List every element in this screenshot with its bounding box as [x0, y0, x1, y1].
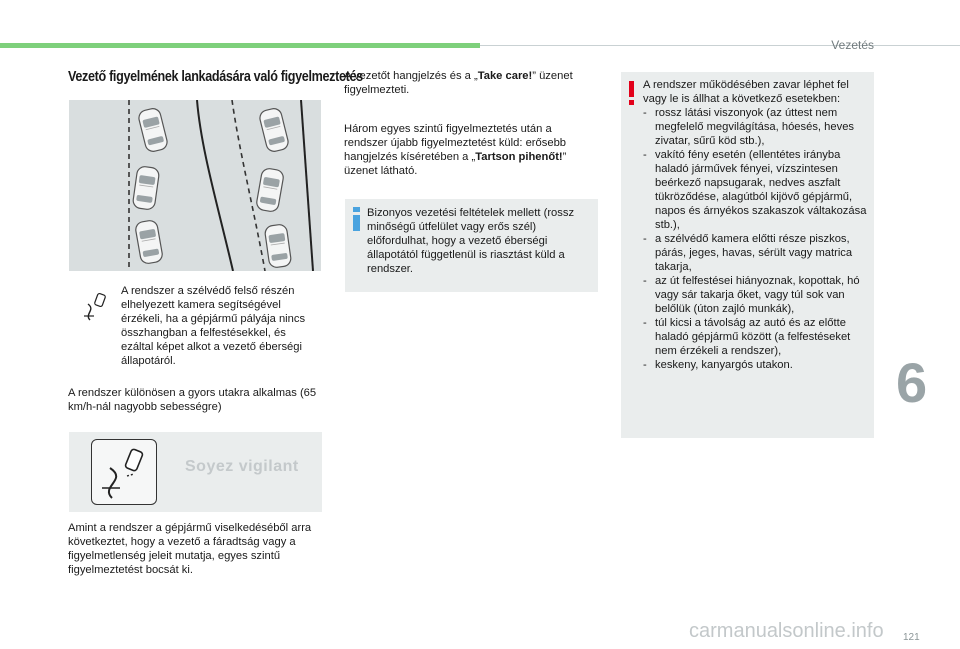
car-lane-2-c: [264, 224, 292, 269]
lane-drift-illustration: [69, 100, 321, 271]
car-lane-1-c: [135, 219, 164, 264]
watermark: carmanualsonline.info: [689, 620, 884, 642]
warning-icon: [629, 81, 634, 105]
rest-paragraph: Három egyes szintű figyelmeztetés után a rendszer újabb figyelmeztetést küld: erősebb hangjelzés kíséretében a „Tartson pihenőt!” üzenet látható.: [344, 123, 567, 177]
info-note-box: [345, 199, 598, 292]
display-message-text: Soyez vigilant: [185, 458, 299, 475]
bottom-text: Amint a rendszer a gépjármű viselkedéséből arra következtet, hogy a vezető a fáradtság vagy a figyelmetlenség jeleit mutatja, egyes szintű figyelmeztetést bocsát ki.: [68, 522, 312, 576]
info-note-text: Bizonyos vezetési feltételek mellett (rossz minőségű útfelület vagy erős szél) előfordulhat, hogy a vezető éberségi állapotától függetlenül is riasztást küld a rendszer.: [367, 207, 575, 275]
car-lane-2-a: [258, 107, 290, 153]
list-item: - vakító fény esetén (ellentétes irányba haladó járművek fényei, vízszintesen beérkező napsugarak, nedves aszfalt tükröződése, alagútból kijövő gépjármű, napos és árnyékos szakaszok váltakozása stb.),: [643, 148, 871, 232]
list-item: - keskeny, kanyargós utakon.: [643, 358, 871, 372]
display-message-box: [69, 432, 322, 512]
list-item: - a szélvédő kamera előtti része piszkos, párás, jeges, havas, sérült vagy matrica takarja,: [643, 232, 871, 274]
chapter-number: 6: [896, 351, 928, 414]
section-title: Vezetés: [831, 38, 874, 52]
header-accent-bar: [0, 43, 480, 48]
lane-departure-icon: [82, 292, 108, 322]
info-icon: [353, 207, 360, 231]
page-number: 121: [903, 632, 920, 643]
header-rule: [480, 45, 960, 46]
warning-note-box: [621, 72, 874, 438]
warning-list: [643, 106, 871, 372]
list-item: - rossz látási viszonyok (az úttest nem megfelelő megvilágítása, hóesés, heves zivatar, sűrű köd stb.),: [643, 106, 871, 148]
list-item: - túl kicsi a távolság az autó és az előtte haladó gépjármű között (a felfestéseket nem érzékeli a rendszer),: [643, 316, 871, 358]
icon-caption: A rendszer a szélvédő felső részén elhelyezett kamera segítségével érzékeli, ha a gépjármű pályája nincs összhangban a felfestésekkel, és ezáltal képet alkot a vezető éberségi állapotáról.: [121, 285, 306, 367]
car-lane-1-a: [137, 107, 169, 153]
fatigue-warning-icon: [91, 439, 157, 505]
warning-intro: A rendszer működésében zavar léphet fel vagy le is állhat a következő esetekben:: [643, 79, 849, 105]
page-title: Vezető figyelmének lankadására való figyelmeztetés: [68, 68, 363, 85]
list-item: - az út felfestései hiányoznak, kopottak, hó vagy sár takarja őket, vagy túl sok van belőlük (úton zajló munkák),: [643, 274, 871, 316]
car-lane-2-b: [256, 167, 285, 212]
speed-text: A rendszer különösen a gyors utakra alkalmas (65 km/h-nál nagyobb sebességre): [68, 387, 317, 413]
car-lane-1-b: [132, 166, 160, 211]
take-care-paragraph: A vezetőt hangjelzés és a „Take care!” üzenet figyelmezteti.: [344, 70, 573, 96]
